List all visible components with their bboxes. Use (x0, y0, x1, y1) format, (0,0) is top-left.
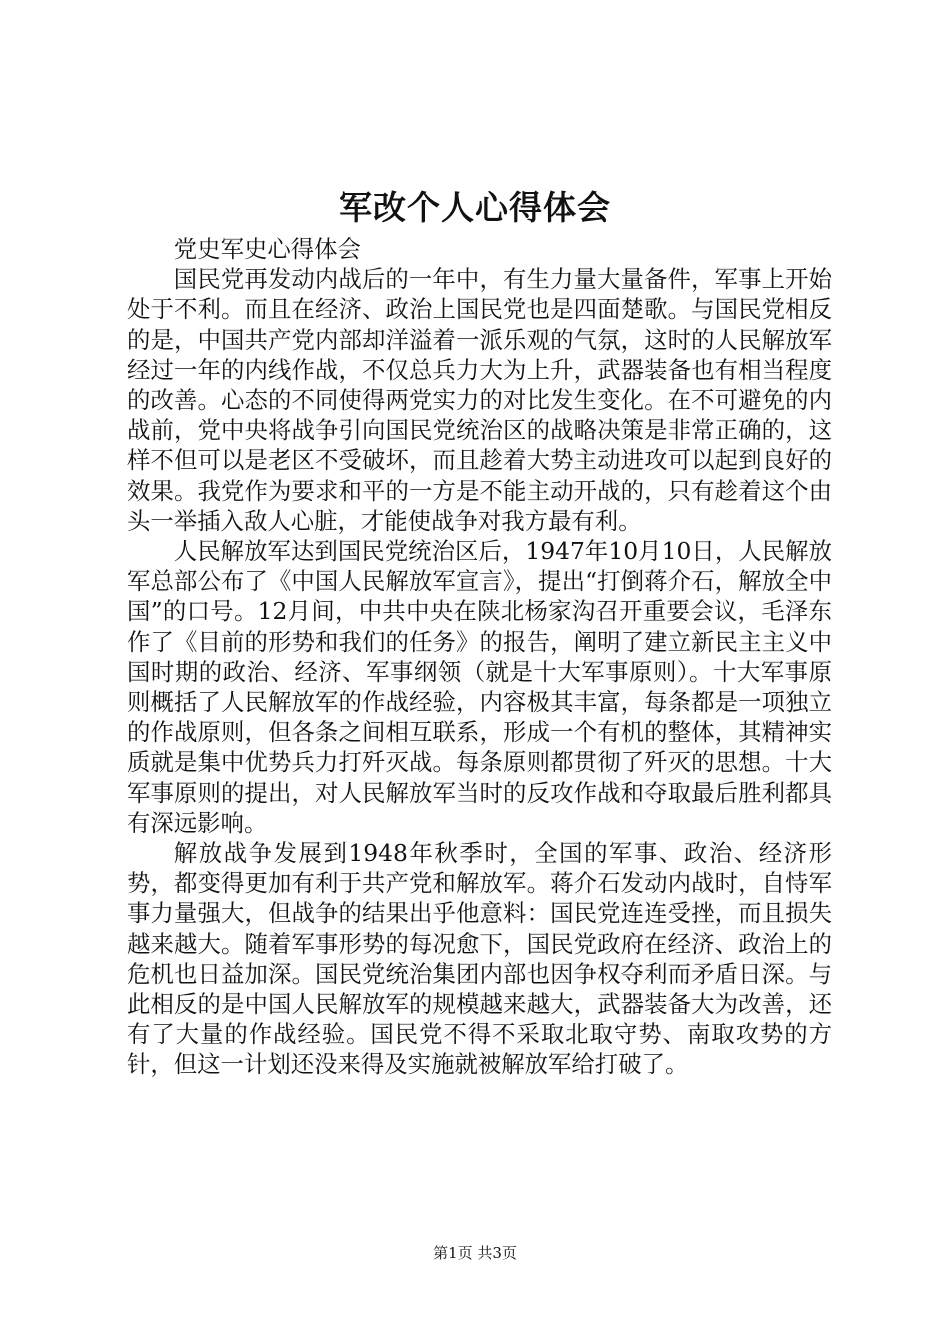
page-indicator: 第1页 共3页 (433, 1244, 517, 1262)
document-title: 军改个人心得体会 (339, 188, 611, 227)
body-paragraph: 解放战争发展到1948年秋季时，全国的军事、政治、经济形势，都变得更加有利于共产党和解放军。蒋介石发动内战时，自恃军事力量强大，但战争的结果出乎他意料：国民党连连受挫，而且损失越来越大。随着军事形势的每况愈下，国民党政府在经济、政治上的危机也日益加深。国民党统治集团内部也因争权夺利而矛盾日深。与此相反的是中国人民解放军的规模越来越大，武器装备大为改善，还有了大量的作战经验。国民党不得不采取北取守势、南取攻势的方针，但这一计划还没来得及实施就被解放军给打破了。 (127, 839, 832, 1079)
subtitle-paragraph: 党史军史心得体会 (173, 235, 361, 263)
body-paragraph: 国民党再发动内战后的一年中，有生力量大量备件，军事上开始处于不利。而且在经济、政治上国民党也是四面楚歌。与国民党相反的是，中国共产党内部却洋溢着一派乐观的气氛，这时的人民解放军经过一年的内线作战，不仅总兵力大为上升，武器装备也有相当程度的改善。心态的不同使得两党实力的对比发生变化。在不可避免的内战前，党中央将战争引向国民党统治区的战略决策是非常正确的，这样不但可以是老区不受破坏，而且趁着大势主动进攻可以起到良好的效果。我党作为要求和平的一方是不能主动开战的，只有趁着这个由头一举插入敌人心脏，才能使战争对我方最有利。 (127, 265, 832, 535)
page-footer (0, 1243, 950, 1263)
document-body (127, 234, 832, 1080)
body-paragraph: 人民解放军达到国民党统治区后，1947年10月10日，人民解放军总部公布了《中国人民解放军宣言》，提出“打倒蒋介石，解放全中国”的口号。12月间，中共中央在陕北杨家沟召开重要会议，毛泽东作了《目前的形势和我们的任务》的报告，阐明了建立新民主主义中国时期的政治、经济、军事纲领（就是十大军事原则）。十大军事原则概括了人民解放军的作战经验，内容极其丰富，每条都是一项独立的作战原则，但各条之间相互联系，形成一个有机的整体，其精神实质就是集中优势兵力打歼灭战。每条原则都贯彻了歼灭的思想。十大军事原则的提出，对人民解放军当时的反攻作战和夺取最后胜利都具有深远影响。 (127, 537, 832, 837)
